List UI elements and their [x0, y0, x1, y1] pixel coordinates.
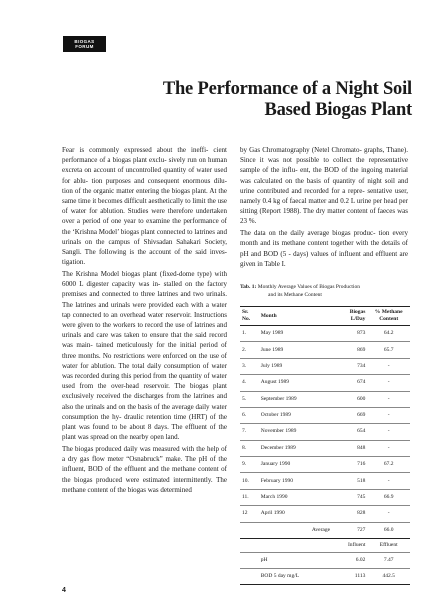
- cell-sr-no: 5.: [240, 391, 259, 407]
- cell-sr-no: 2.: [240, 342, 259, 358]
- cell-sr-no: 6.: [240, 407, 259, 423]
- cell-methane: -: [367, 391, 410, 407]
- quality-influent: 1113: [332, 568, 367, 584]
- quality-label: BOD 5 day mg/L: [259, 568, 332, 584]
- table-row: [240, 473, 410, 489]
- table-row: [240, 407, 410, 423]
- table-caption-label: Tab. 1:: [240, 284, 257, 290]
- quality-influent: 6.02: [332, 552, 367, 568]
- table-row: [240, 489, 410, 505]
- page-number: 4: [62, 587, 66, 594]
- header-biogas: Biogas L/Day: [332, 307, 367, 326]
- quality-header-influent: Influent: [332, 538, 367, 552]
- table-caption-line-2: and its Methane Content: [268, 291, 322, 298]
- cell-methane: 65.7: [367, 342, 410, 358]
- table-caption-line-1: Monthly Average Values of Biogas Production: [257, 284, 360, 290]
- table-row: [240, 424, 410, 440]
- cell-biogas: 716: [332, 457, 367, 473]
- cell-sr-no: 10.: [240, 473, 259, 489]
- cell-biogas: 869: [332, 342, 367, 358]
- header-methane: % Methane Content: [367, 307, 410, 326]
- paragraph-method: by Gas Chromatography (Netel Chromato- graphs, Thane). Since it was not possible to collect the representative sample of the influ- ent, the BOD of the ingoing material was calculated on the basis of quantity of night soil and urine contributed and recorded for a repre- sentative user, namely 0.4 kg of faecal matter and 0.2 L urine per head per sitting (Report 1988). The dry matter content of faeces was 23 %.: [240, 146, 408, 226]
- cell-month: March 1990: [259, 489, 332, 505]
- article-title: [112, 79, 412, 121]
- cell-month: November 1989: [259, 424, 332, 440]
- paragraph-intro: Fear is commonly expressed about the ineffi- cient performance of a biogas plant exclu- sively run on human excreta on account of uncontrolled quantity of water used for ablu- tion purposes and consequent enormous dilu- tion of the organic matter entering the biogas plant. At the same time it becomes difficult aesthetically to limit the use of water for ablution. Studies were therefore undertaken over a period of one year to examine the performance of the ‘Krishna Model’ biogas plant connected to latrines and urinals on the campus of Shivsadan Sahakari Society, Sangli. The following is the account of the said inves- tigation.: [62, 146, 227, 267]
- table-header-row: [240, 307, 410, 326]
- header-sr-no: Sr. No.: [240, 307, 259, 326]
- cell-sr-no: 12: [240, 506, 259, 522]
- cell-month: January 1990: [259, 457, 332, 473]
- average-biogas: 727: [332, 522, 367, 538]
- table-row: [240, 506, 410, 522]
- cell-month: February 1990: [259, 473, 332, 489]
- cell-sr-no: 8.: [240, 440, 259, 456]
- average-methane: 66.0: [367, 522, 410, 538]
- cell-biogas: 600: [332, 391, 367, 407]
- average-label: Average: [259, 522, 332, 538]
- cell-methane: -: [367, 506, 410, 522]
- table-row: [240, 440, 410, 456]
- cell-methane: -: [367, 473, 410, 489]
- cell-month: April 1990: [259, 506, 332, 522]
- cell-biogas: 848: [332, 440, 367, 456]
- header-month: Month: [259, 307, 332, 326]
- cell-month: July 1989: [259, 358, 332, 374]
- cell-sr-no: 1.: [240, 326, 259, 342]
- table-row: [240, 457, 410, 473]
- table-body: [240, 326, 410, 523]
- quality-row-ph: [240, 552, 410, 568]
- cell-sr-no: 3.: [240, 358, 259, 374]
- quality-row-bod: [240, 568, 410, 584]
- quality-effluent: 7.47: [367, 552, 410, 568]
- badge-line-2: FORUM: [75, 44, 94, 49]
- cell-biogas: 873: [332, 326, 367, 342]
- right-column: [240, 145, 408, 270]
- quality-label: pH: [259, 552, 332, 568]
- cell-biogas: 674: [332, 375, 367, 391]
- quality-header-effluent: Effluent: [367, 538, 410, 552]
- cell-month: May 1989: [259, 326, 332, 342]
- cell-methane: -: [367, 440, 410, 456]
- table-row: [240, 391, 410, 407]
- table-row: [240, 326, 410, 342]
- cell-sr-no: 4.: [240, 375, 259, 391]
- quality-header-row: [240, 538, 410, 552]
- cell-month: September 1989: [259, 391, 332, 407]
- cell-methane: -: [367, 358, 410, 374]
- cell-methane: 64.2: [367, 326, 410, 342]
- cell-biogas: 669: [332, 407, 367, 423]
- section-badge: [63, 36, 106, 52]
- badge-line-1: BIOGAS: [74, 38, 95, 44]
- title-line-1: The Performance of a Night Soil: [162, 79, 412, 99]
- cell-month: August 1989: [259, 375, 332, 391]
- table-row: [240, 342, 410, 358]
- title-line-2: Based Biogas Plant: [264, 100, 412, 120]
- cell-month: June 1989: [259, 342, 332, 358]
- cell-month: October 1989: [259, 407, 332, 423]
- cell-biogas: 654: [332, 424, 367, 440]
- quality-effluent: 442.5: [367, 568, 410, 584]
- paragraph-data-intro: The data on the daily average biogas produc- tion every month and its methane content together with the details of pH and BOD (5 - days) values of influent and effluent are given in Table I.: [240, 229, 408, 268]
- cell-sr-no: 9.: [240, 457, 259, 473]
- paragraph-measurement: The biogas produced daily was measured with the help of a dry gas flow meter “Osnabruck” make. The pH of the influent, BOD of the effluent and the methane content of the biogas produced were estimated intermittently. The methane content of the biogas was determined: [62, 444, 227, 494]
- paragraph-plant-setup: The Krishna Model biogas plant (fixed-dome type) with 6000 L digester capacity was in- stalled on the factory premises and connected to three latrines and two urinals. The latrines and urinals were provided each with a water tap connected to an overhead water reservoir. Instructions were given to the workers to record the use of latrines and urinals and care was taken to ensure that the said record was main- tained meticulously for the initial period of three months. No restrictions were enforced on the use of water for ablution. The total daily consumption of water was recorded during this period from the quantity of water used from the over-head reservoir. The biogas plant exclusively received the discharges from the latrines and also the urinals and on the basis of the average daily water consumption the hy- draulic retention time (HRT) of the plant was found to be about 8 days. The effluent of the plant was spread on the nearby open land.: [62, 269, 227, 442]
- cell-methane: -: [367, 424, 410, 440]
- cell-biogas: 745: [332, 489, 367, 505]
- table-row: [240, 375, 410, 391]
- cell-sr-no: 11.: [240, 489, 259, 505]
- cell-biogas: 518: [332, 473, 367, 489]
- left-column: [62, 145, 227, 496]
- cell-methane: -: [367, 407, 410, 423]
- cell-methane: -: [367, 375, 410, 391]
- cell-month: December 1989: [259, 440, 332, 456]
- table-caption: [240, 284, 410, 299]
- biogas-table: [240, 306, 410, 585]
- table-row: [240, 358, 410, 374]
- cell-methane: 67.2: [367, 457, 410, 473]
- cell-methane: 66.9: [367, 489, 410, 505]
- cell-biogas: 734: [332, 358, 367, 374]
- cell-sr-no: 7.: [240, 424, 259, 440]
- cell-biogas: 828: [332, 506, 367, 522]
- average-row: [240, 522, 410, 538]
